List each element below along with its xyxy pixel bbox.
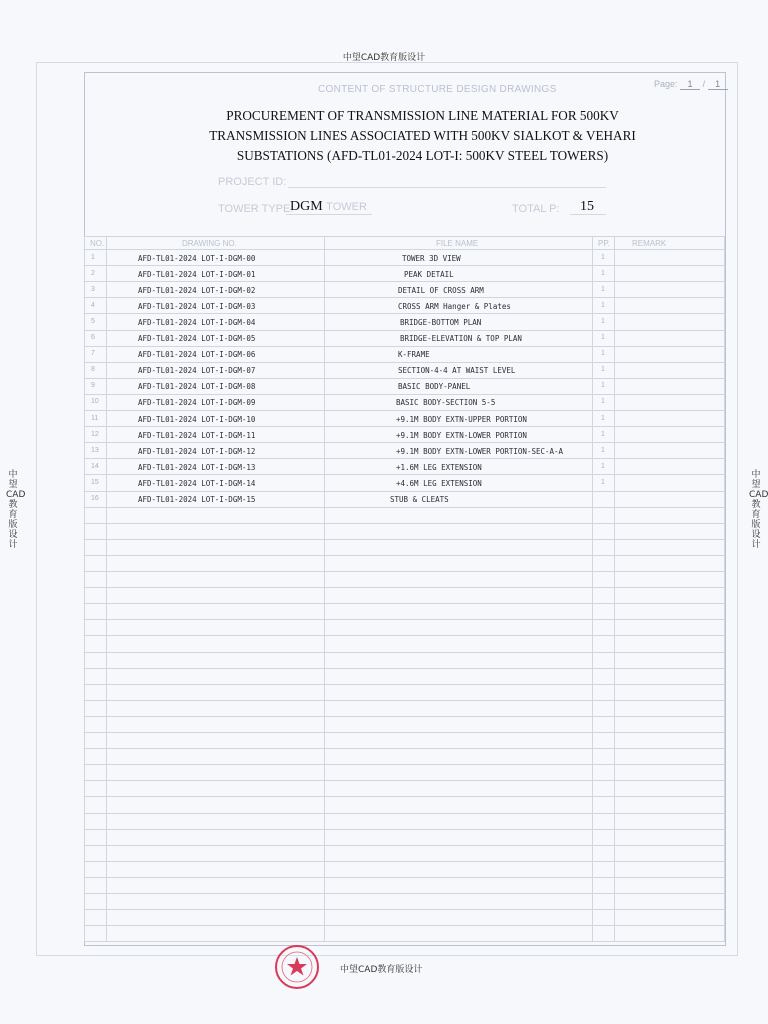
table-rule: [84, 603, 724, 604]
row-number: 12: [91, 430, 99, 438]
page-count: 1: [601, 446, 605, 454]
tower-type-line: [286, 214, 372, 215]
page-count: 1: [601, 317, 605, 325]
file-name: K-FRAME: [398, 350, 430, 360]
table-rule: [84, 877, 724, 878]
header-file-name: FILE NAME: [436, 239, 479, 248]
file-name: PEAK DETAIL: [404, 269, 454, 279]
row-number: 15: [91, 478, 99, 486]
table-rule: [84, 619, 724, 620]
drawing-number: AFD-TL01-2024 LOT-I-DGM-10: [138, 414, 256, 424]
row-number: 1: [91, 253, 95, 261]
content-title: CONTENT OF STRUCTURE DESIGN DRAWINGS: [318, 84, 557, 95]
table-rule: [84, 426, 724, 427]
table-rule: [84, 635, 724, 636]
title-line-3: SUBSTATIONS (AFD-TL01-2024 LOT-I: 500KV STEEL TOWERS): [236, 148, 609, 163]
table-rule: [84, 249, 724, 250]
drawing-number: AFD-TL01-2024 LOT-I-DGM-15: [138, 495, 256, 504]
table-column-rule: [724, 236, 725, 942]
row-number: 2: [91, 269, 95, 277]
page-count: 1: [601, 253, 605, 261]
drawing-number: AFD-TL01-2024 LOT-I-DGM-06: [138, 350, 256, 360]
row-number: 3: [91, 285, 95, 293]
table-rule: [84, 571, 724, 572]
page-count: 1: [601, 301, 605, 309]
file-name: +4.6M LEG EXTENSION: [396, 478, 482, 488]
table-rule: [84, 909, 724, 910]
table-rule: [84, 845, 724, 846]
drawing-number: AFD-TL01-2024 LOT-I-DGM-13: [138, 462, 256, 472]
page-count: 1: [601, 366, 605, 374]
table-rule: [84, 313, 724, 314]
file-name: STUB & CLEATS: [390, 495, 449, 504]
page-count: 1: [601, 462, 605, 470]
table-rule: [84, 507, 724, 508]
row-number: 11: [91, 414, 99, 422]
drawing-number: AFD-TL01-2024 LOT-I-DGM-04: [138, 317, 256, 327]
page-count: 1: [601, 398, 605, 406]
table-rule: [84, 587, 724, 588]
page-separator: /: [702, 79, 706, 89]
table-column-rule: [106, 236, 107, 942]
total-pages-line: [570, 214, 606, 215]
table-rule: [84, 378, 724, 379]
table-rule: [84, 442, 724, 443]
table-rule: [84, 716, 724, 717]
header-pp: PP.: [598, 239, 610, 248]
table-rule: [84, 491, 724, 492]
drawing-number: AFD-TL01-2024 LOT-I-DGM-09: [138, 398, 256, 408]
table-rule: [84, 458, 724, 459]
table-rule: [84, 362, 724, 363]
table-rule: [84, 861, 724, 862]
tower-type-value: [290, 199, 367, 215]
page-total: 1: [708, 79, 728, 90]
table-rule: [84, 684, 724, 685]
row-number: 14: [91, 462, 99, 470]
project-id-label: PROJECT ID:: [218, 176, 287, 188]
tower-type-label: TOWER TYPE:: [218, 203, 294, 215]
company-seal: [274, 944, 320, 990]
total-pages-value: 15: [580, 199, 594, 214]
drawing-number: AFD-TL01-2024 LOT-I-DGM-03: [138, 301, 256, 311]
table-rule: [84, 668, 724, 669]
file-name: +9.1M BODY EXTN-LOWER PORTION: [396, 430, 527, 440]
row-number: 4: [91, 301, 95, 309]
tower-type-code: DGM: [290, 199, 323, 214]
table-column-rule: [614, 236, 615, 942]
file-name: BASIC BODY-SECTION 5-5: [396, 398, 496, 408]
table-column-rule: [84, 236, 85, 942]
page-count: 1: [601, 269, 605, 277]
table-rule: [84, 346, 724, 347]
document-title: [150, 106, 695, 166]
table-rule: [84, 732, 724, 733]
table-rule: [84, 748, 724, 749]
table-rule: [84, 523, 724, 524]
file-name: +1.6M LEG EXTENSION: [396, 462, 482, 472]
header-drawing-no: DRAWING NO.: [182, 239, 237, 248]
row-number: 10: [91, 398, 99, 406]
watermark-right: 中望CAD教育版设计: [749, 470, 768, 550]
file-name: BASIC BODY-PANEL: [398, 382, 471, 392]
drawing-number: AFD-TL01-2024 LOT-I-DGM-12: [138, 446, 256, 456]
title-line-1: PROCUREMENT OF TRANSMISSION LINE MATERIAL FOR 500KV: [226, 108, 619, 123]
table-column-rule: [592, 236, 593, 942]
table-rule: [84, 555, 724, 556]
page-count: 1: [601, 350, 605, 358]
file-name: +9.1M BODY EXTN-LOWER PORTION-SEC-A-A: [396, 446, 564, 456]
page-count: 1: [601, 382, 605, 390]
watermark-bottom: 中望CAD教育版设计: [340, 965, 423, 975]
table-rule: [84, 652, 724, 653]
watermark-top: 中望CAD教育版设计: [342, 53, 426, 63]
table-rule: [84, 764, 724, 765]
file-name: SECTION-4-4 AT WAIST LEVEL: [398, 366, 516, 376]
table-rule: [84, 829, 724, 830]
file-name: BRIDGE-ELEVATION & TOP PLAN: [400, 334, 522, 343]
table-rule: [84, 265, 724, 266]
drawing-number: AFD-TL01-2024 LOT-I-DGM-02: [138, 285, 256, 295]
table-rule: [84, 236, 724, 237]
page-count: 1: [601, 334, 605, 341]
drawing-number: AFD-TL01-2024 LOT-I-DGM-11: [138, 430, 256, 440]
table-rule: [84, 281, 724, 282]
page-count: 1: [601, 478, 605, 486]
row-number: 16: [91, 495, 99, 502]
table-rule: [84, 330, 724, 331]
row-number: 8: [91, 366, 95, 374]
tower-suffix: TOWER: [326, 201, 367, 213]
table-rule: [84, 539, 724, 540]
row-number: 5: [91, 317, 95, 325]
file-name: DETAIL OF CROSS ARM: [398, 285, 484, 295]
table-rule: [84, 941, 724, 942]
total-pages-label: TOTAL P:: [512, 203, 560, 215]
title-line-2: TRANSMISSION LINES ASSOCIATED WITH 500KV SIALKOT & VEHARI: [209, 128, 636, 143]
drawing-number: AFD-TL01-2024 LOT-I-DGM-08: [138, 382, 256, 392]
header-no: NO.: [90, 239, 105, 248]
table-rule: [84, 410, 724, 411]
page-count: 1: [601, 430, 605, 438]
page-count: 1: [601, 414, 605, 422]
row-number: 9: [91, 382, 95, 390]
drawing-number: AFD-TL01-2024 LOT-I-DGM-07: [138, 366, 256, 376]
drawing-number: AFD-TL01-2024 LOT-I-DGM-00: [138, 253, 256, 263]
project-id-line: [288, 187, 606, 188]
row-number: 6: [91, 334, 95, 341]
page-indicator: [654, 79, 728, 90]
drawing-number: AFD-TL01-2024 LOT-I-DGM-05: [138, 334, 256, 343]
file-name: +9.1M BODY EXTN-UPPER PORTION: [396, 414, 527, 424]
page-label: Page:: [654, 79, 678, 89]
watermark-left: 中望CAD教育版设计: [6, 470, 26, 550]
table-rule: [84, 297, 724, 298]
file-name: CROSS ARM Hanger & Plates: [398, 301, 511, 311]
drawing-number: AFD-TL01-2024 LOT-I-DGM-01: [138, 269, 256, 279]
table-rule: [84, 394, 724, 395]
table-rule: [84, 893, 724, 894]
file-name: TOWER 3D VIEW: [402, 253, 461, 263]
row-number: 13: [91, 446, 99, 454]
table-rule: [84, 474, 724, 475]
drawing-table: [84, 236, 724, 942]
table-rule: [84, 780, 724, 781]
table-rule: [84, 925, 724, 926]
table-rule: [84, 796, 724, 797]
page-count: 1: [601, 285, 605, 293]
row-number: 7: [91, 350, 95, 358]
drawing-number: AFD-TL01-2024 LOT-I-DGM-14: [138, 478, 256, 488]
table-rule: [84, 700, 724, 701]
header-remark: REMARK: [632, 239, 667, 248]
table-column-rule: [324, 236, 325, 942]
page-current: 1: [680, 79, 700, 90]
table-rule: [84, 813, 724, 814]
file-name: BRIDGE-BOTTOM PLAN: [400, 317, 482, 327]
